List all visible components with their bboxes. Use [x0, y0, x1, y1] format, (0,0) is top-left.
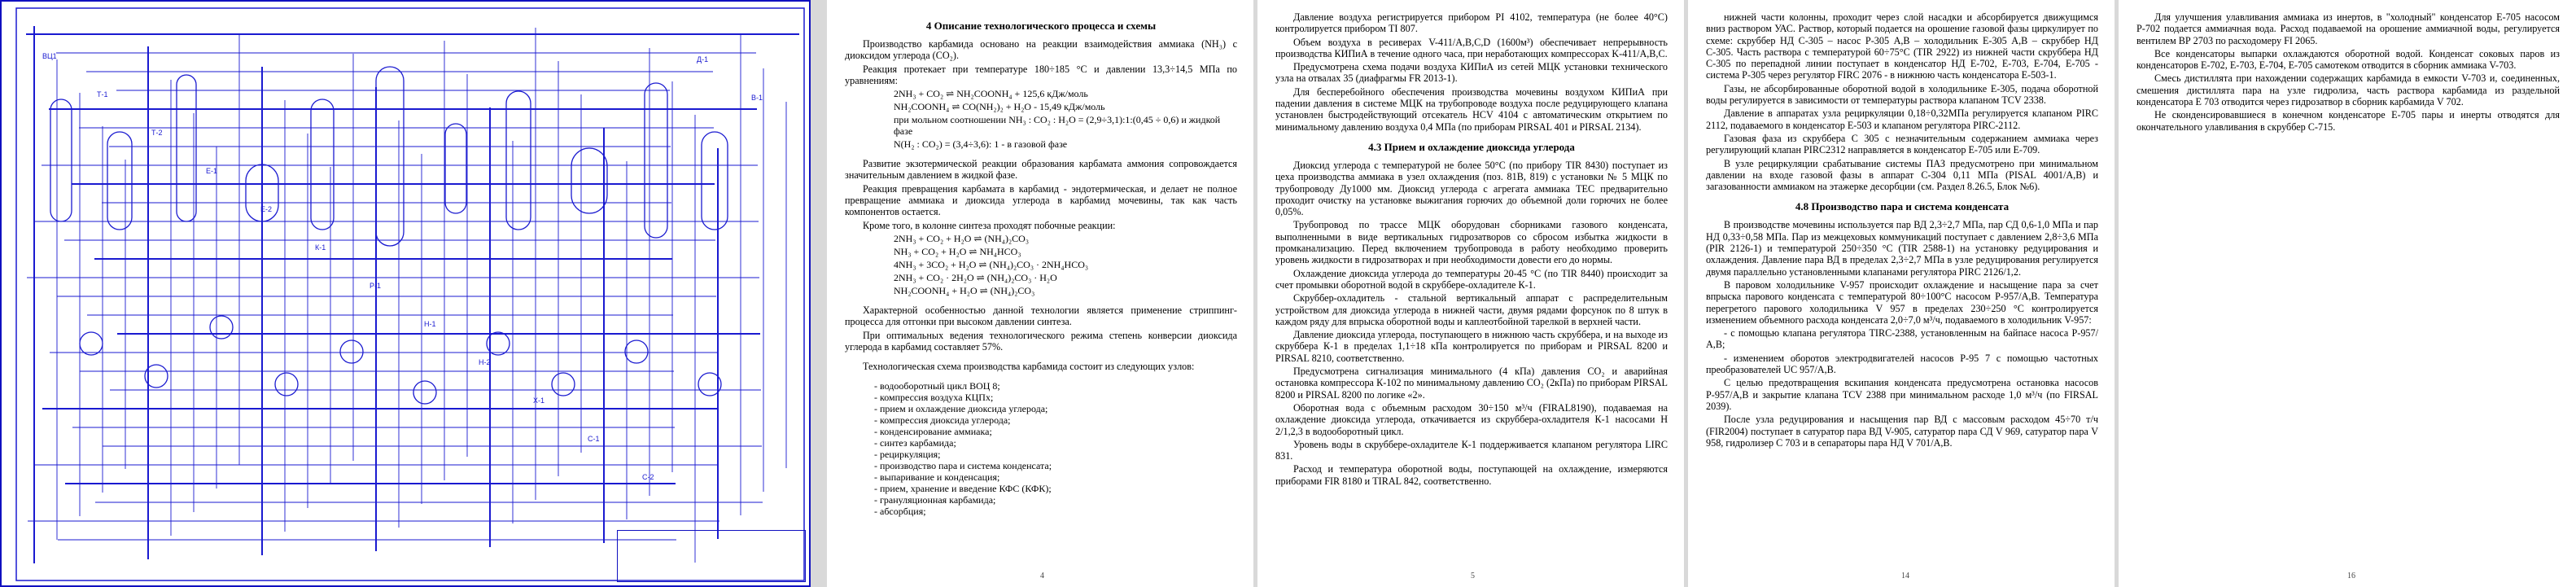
paragraph: Уровень воды в скруббере-охладителе К-1 поддерживается клапаном регулятора LIRC 831. — [1275, 438, 1668, 462]
equation: 2NH₃ + CO₂ + H₂O ⇌ (NH₄)₂CO₃ — [894, 232, 1030, 244]
paragraph: Газовая фаза из скруббера С 305 с незначительным содержанием аммиака через регулирующий клапан PIRC2312 направляется в конденсатор Е-705 или Е-709. — [1706, 132, 2098, 156]
equation: при мольном соотношении NH₃ : CO₂ : H₂O = (2,9÷3,1):1:(0,45 ÷ 0,6) и жидкой фазе — [894, 114, 1221, 138]
exchanger-shape — [210, 316, 233, 339]
equipment-label: Н-1 — [424, 320, 436, 328]
vessel-shape — [177, 75, 196, 221]
vessel-shape — [50, 99, 72, 221]
paragraph: Кроме того, в колонне синтеза проходят побочные реакции: — [863, 219, 1116, 231]
paragraph: Скруббер-охладитель - стальной вертикальный аппарат с распределительным устройством для диоксида углерода в нижней части, двумя рядами форсунок по 8 штук в каждом ряду для впрыска оборотной воды и каплеотбойной тарелкой в верхней части. — [1275, 292, 1668, 327]
paragraph: Предусмотрена схема подачи воздуха КИПиА из сетей МЦК установки технического узла на отвалах 35 (диафрагмы FR 2013-1). — [1275, 61, 1668, 85]
equipment-label: Е-1 — [206, 167, 218, 175]
paragraph: Смесь дистиллята при нахождении содержащих карбамида в емкости V-703 и, соединенных, смешения дистиллята пара на узле гидролиза, часть раствора карбамида из раздельной конденсатора Е 703 отводится через гидрозатвор в сборник карбамида V 702. — [2136, 72, 2560, 108]
list-item: - выпаривание и конденсация; — [874, 471, 1000, 484]
vessel-shape — [645, 83, 667, 238]
equation: NH₃ + CO₂ + H₂O ⇌ NH₄HCO₃ — [894, 245, 1021, 257]
paragraph: При оптимальных ведения технологического режима степень конверсии диоксида углерода в карбамид составляет 57%. — [845, 329, 1237, 353]
paragraph: С целью предотвращения вскипания конденсата предусмотрена остановка насосов Р-957/А,В и закрытие клапана TCV 2388 при минимальном расходе 1,0 м³/ч (по FIRSAL 2039). — [1706, 377, 2098, 412]
exchanger-shape — [413, 381, 436, 404]
equipment-label: Е-2 — [260, 205, 273, 213]
paragraph: После узла редуцирования и насыщения пар ВД с массовым расходом 45÷70 т/ч (FIR2004) поступает в сатуратор пара ВД V-905, сатуратор пара СД V 969, сатуратор пара V 958, гидролизер С 703 и в сепараторы пара НД V 701/А,В. — [1706, 414, 2098, 449]
equipment-label: С-2 — [642, 473, 654, 481]
vessel-shape — [506, 91, 531, 230]
paragraph: Для улучшения улавливания аммиака из инертов, в "холодный" конденсатор Е-705 насосом Р-702 подается аммиачная вода. Расход подаваемой на орошение аммиачной воды, регулируется вентилем ВР 2703 по расходомеру FI 2065. — [2136, 11, 2560, 46]
exchanger-shape — [552, 373, 575, 396]
vessel-shape — [702, 132, 728, 230]
equipment-label: С-1 — [588, 435, 600, 443]
equipment-label: В-1 — [751, 94, 763, 102]
equation: N(H₂ : CO₂) = (3,4÷3,6): 1 - в газовой фазе — [894, 138, 1068, 151]
paragraph: Газы, не абсорбированные оборотной водой в холодильнике Е-305, подача оборотной воды регулируется в зависимости от температуры раствора клапаном TCV 2338. — [1706, 82, 2098, 107]
paragraph: - с помощью клапана регулятора TIRC-2388, установленным на байпасе насоса Р-957/А,В; — [1706, 327, 2098, 351]
paragraph: Реакция протекает при температуре 180÷185 °С и давлении 13,3÷14,5 МПа по уравнениям: — [845, 63, 1237, 86]
page-number: 14 — [1901, 572, 1909, 580]
paragraph: Охлаждение диоксида углерода до температуры 20-45 °С (по TIR 8440) происходит за счет промывки оборотной водой в скруббере-охладителе К-1. — [1275, 267, 1668, 291]
paragraph: Давление в аппаратах узла рециркуляции 0,18÷0,32МПа регулируется клапаном PIRC 2112, подаваемого в конденсатор Е-503 и клапаном регулятора PIRC-2112. — [1706, 107, 2098, 131]
equipment-label: К-1 — [315, 243, 326, 252]
paragraph: Давление диоксида углерода, поступающего в нижнюю часть скруббера, и на выходе из скруббера К-1 в пределах 1,1÷18 кПа контролируется по приборам и PIRSAL 8200 и PIRSAL 8210, соответственно. — [1275, 329, 1668, 364]
paragraph: Расход и температура оборотной воды, поступающей на охлаждение, измеряются приборами FIR 8180 и TIRAL 842, соответственно. — [1275, 463, 1668, 487]
equation: NH₂COONH₄ ⇌ CO(NH₂)₂ + H₂O - 15,49 кДж/моль — [894, 101, 1105, 113]
equation: 4NH₃ + 3CO₂ + H₂O ⇌ (NH₄)₂CO₃ · 2NH₄HCO₃ — [894, 258, 1089, 270]
paragraph: В паровом холодильнике V-957 происходит охлаждение и насыщение пара за счет впрыска парового конденсата с температурой 80÷100°С насосом Р-957/А,В. Температура перегретого парового холодильника V 957 в пределах 230÷250 °С контролируется изменением объемного расхода конденсата 2,0÷7,0 м³/ч, подаваемого в холодильник V-957: — [1706, 278, 2098, 326]
document-page-1 — [827, 0, 1253, 587]
vessel-shape — [445, 124, 466, 213]
exchanger-shape — [275, 373, 298, 396]
paragraph: Для бесперебойного обеспечения производства мочевины воздухом КИПиА при падении давления в системе МЦК на трубопроводе воздуха после редуцирующего клапана установлен быстродействующий отсекатель HCV 4104 с автоматическим открытием по минимальному давлению воздуха 0,4 МПа (по приборам PIRSAL 401 и PIRSAL 2134). — [1275, 85, 1668, 133]
document-page-3 — [1688, 0, 2115, 587]
list-item: - прием, хранение и введение КФС (КФК); — [874, 483, 1052, 495]
paragraph: Реакция превращения карбамата в карбамид - эндотермическая, и делает не полное превращение аммиака и диоксида углерода в карбамид мочевины, так как часть компонентов остается. — [845, 182, 1237, 218]
list-item: - компрессия воздуха КЦПх; — [874, 392, 994, 404]
page-number: 5 — [1471, 572, 1475, 580]
paragraph: Оборотная вода с объемным расходом 30÷150 м³/ч (FIRAL8190), подаваемая на охлаждение диоксида углерода, откачивается из скруббера-охладителя К-1 насосами Н 2/1,2,3 в водооборотный цикл. — [1275, 401, 1668, 437]
document-page-4 — [2119, 0, 2576, 587]
list-item: - синтез карбамида; — [874, 437, 956, 449]
paragraph: Не сконденсировавшиеся в конечном конденсаторе Е-705 пары и инерты отводятся для окончательного улавливания в скруббер С-715. — [2136, 109, 2560, 133]
list-item: - грануляционная карбамида; — [874, 494, 996, 506]
page-number: 4 — [1040, 572, 1044, 580]
paragraph: Объем воздуха в ресиверах V-411/A,B,C,D (1600м³) обеспечивает непрерывность производства КИПиА в течение одного часа, при неработающих компрессорах K-411/A,B,C. — [1275, 36, 1668, 59]
paragraph: нижней части колонны, проходит через слой насадки и абсорбируется движущимся вниз раствором УАС. Раствор, который подается на орошение газовой фазы циркулирует по схеме: скруббер НД С-305 – насос Р-305 A,B – холодильник Е-305 A,B – скруббер НД С-305. Часть раствора с температурой 60÷75°С (TIR 2922) из нижней части скруббера НД С-305 по перепадной линии поступает в конденсатор НД Е-702, Е-703, Е-704, Е-705 - система Р-305 через регулятор FIRC 2076 - в нижнюю часть конденсатора Е-503-1. — [1706, 11, 2098, 81]
paragraph: В узле рециркуляции срабатывание системы ПАЗ предусмотрено при минимальном давлении на входе газовой фазы в аппарат С-304 0,11 МПа (PISAL 4001/А,В) и загазованности аммиаком на этажерке десорбции (см. Раздел 8.26.5, Блок №6). — [1706, 157, 2098, 193]
flow-diagram-svg — [2, 2, 811, 587]
paragraph: Производство карбамида основано на реакции взаимодействия аммиака (NH₃) с диоксидом углерода (CO₂). — [845, 38, 1237, 62]
equation: 2NH₃ + CO₂ · 2H₂O ⇌ (NH₄)₂CO₃ · H₂O — [894, 271, 1057, 283]
list-item: - конденсирование аммиака; — [874, 426, 992, 438]
equipment-label: Д-1 — [697, 55, 709, 64]
paragraph: Все конденсаторы выпарки охлаждаются оборотной водой. Конденсат соковых паров из конденсаторов Е-702, Е-703, Е-704, Е-705 самотеком отводится в сборник аммиака V-703. — [2136, 47, 2560, 72]
paragraph: В производстве мочевины используется пар ВД 2,3÷2,7 МПа, пар СД 0,6-1,0 МПа и пар НД 0,33÷0,58 МПа. Пар из межцеховых коммуникаций поступает с давлением 2,8÷3,6 МПа (PIR 2126-1) и температурой 250÷350 °С (TIR 2588-1) на установку редуцирования и охлаждения. Давление пара ВД в пределах 2,3÷2,7 МПа в узле редуцирования регулируется двумя параллельно установленными клапанами регулятора PIRC 2126/1,2. — [1706, 219, 2098, 278]
equipment-label: Н-2 — [479, 358, 491, 366]
section-heading: 4.8 Производство пара и система конденсата — [1795, 200, 2010, 213]
paragraph: Давление воздуха регистрируется прибором PI 4102, температура (не более 40°С) контролируется прибором TI 807. — [1275, 11, 1668, 35]
drawing-frame — [16, 8, 804, 580]
equipment-label: Т-2 — [151, 129, 163, 137]
paragraph: Технологическая схема производства карбамида состоит из следующих узлов: — [863, 361, 1195, 373]
list-item: - прием и охлаждение диоксида углерода; — [874, 403, 1048, 415]
exchanger-shape — [625, 340, 648, 363]
vessel-shape — [376, 67, 404, 246]
section-heading: 4 Описание технологического процесса и схемы — [925, 20, 1157, 32]
title-block — [617, 530, 806, 582]
section-heading: 4.3 Прием и охлаждение диоксида углерода — [1368, 140, 1575, 153]
paragraph: Предусмотрена сигнализация минимального (4 кПа) давления CO₂ и аварийная остановка компрессора К-102 по минимальному давлению CO₂ (2кПа) по приборам PIRSAL 8200 и PIRSAL 8200 по логике «2». — [1275, 366, 1668, 401]
paragraph: - изменением оборотов электродвигателей насосов Р-95 7 с помощью частотных преобразователей UC 957/А,В. — [1706, 352, 2098, 376]
list-item: - производство пара и система конденсата; — [874, 460, 1052, 472]
paragraph: Трубопровод по трассе МЦК оборудован сборниками газового конденсата, выполненными в виде вертикальных гидрозатворов со сбросом избытка жидкости в промканализацию. Перед включением трубопровода в работу необходимо проверить уровень жидкости в гидрозатворах и при необходимости довести его до нормы. — [1275, 219, 1668, 266]
paragraph: Характерной особенностью данной технологии является применение стриппинг-процесса для отгонки при высоком давлении синтеза. — [845, 304, 1237, 328]
equipment-label: Т-1 — [97, 90, 108, 99]
list-item: - абсорбция; — [874, 506, 926, 518]
page-number: 16 — [2347, 572, 2355, 580]
exchanger-shape — [80, 332, 103, 355]
equipment-label: ВЦ1 — [42, 52, 57, 60]
paragraph: Диоксид углерода с температурой не более 50°С (по прибору TIR 8430) поступает из цеха производства аммиака в узел охлаждения (поз. 81В, 819) с установки № 5 МЦК по трубопроводу Ду1000 мм. Диоксид углерода с агрегата аммиака ТЕС предварительно проходит очистку на установке выжигания горючих до объемной доли горючих не более 0,05%. — [1275, 159, 1668, 218]
document-page-2 — [1257, 0, 1684, 587]
paragraph: Развитие экзотермической реакции образования карбамата аммония сопровождается значительным давлением в жидкой фазе. — [845, 158, 1237, 182]
equation: NH₂COONH₄ + H₂O ⇌ (NH₄)₂CO₃ — [894, 284, 1035, 296]
equipment-label: Р-1 — [370, 282, 382, 290]
list-item: - рециркуляция; — [874, 449, 941, 461]
equipment-label: Х-1 — [533, 396, 545, 405]
equation: 2NH₃ + CO₂ ⇌ NH₂COONH₄ + 125,6 кДж/моль — [894, 88, 1088, 100]
exchanger-shape — [340, 340, 363, 363]
list-item: - компрессия диоксида углерода; — [874, 414, 1011, 427]
process-flow-drawing — [0, 0, 811, 587]
page1-intro — [845, 38, 1237, 86]
list-item: - водооборотный цикл ВОЦ 8; — [874, 380, 1000, 392]
vessel-shape — [571, 148, 607, 213]
